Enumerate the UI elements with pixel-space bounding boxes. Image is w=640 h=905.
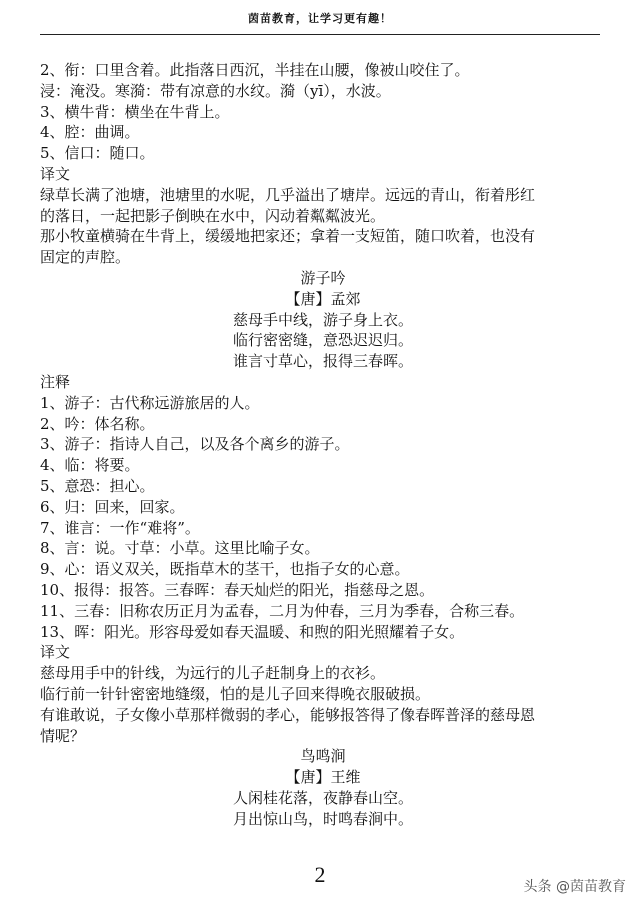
text-line: 6、归：回来，回家。 — [40, 497, 185, 516]
text-line: 5、信口：随口。 — [40, 144, 155, 163]
text-line: 4、腔：曲调。 — [40, 123, 140, 142]
text-line: 有谁敢说，子女像小草那样微弱的孝心，能够报答得了像春晖普泽的慈母恩 — [40, 705, 536, 724]
text-line: 情呢？ — [40, 726, 86, 745]
text-line: 浸：淹没。寒漪：带有凉意的水纹。漪（yī），水波。 — [40, 81, 391, 100]
document-body — [40, 60, 606, 829]
poem-line: 游子吟 — [300, 268, 346, 287]
header-divider — [40, 34, 600, 35]
poem-line: 鸟鸣涧 — [300, 747, 346, 766]
poem-line: 慈母手中线，游子身上衣。 — [232, 310, 413, 329]
text-line: 5、意恐：担心。 — [40, 476, 155, 495]
text-line: 2、吟：体名称。 — [40, 414, 155, 433]
text-line: 7、谁言：一作“难将”。 — [40, 518, 200, 537]
text-line: 3、游子：指诗人自己，以及各个离乡的游子。 — [40, 435, 350, 454]
text-line: 注释 — [40, 372, 71, 391]
text-line: 固定的声腔。 — [40, 248, 131, 267]
text-line: 3、横牛背：横坐在牛背上。 — [40, 102, 230, 121]
poem-line: 谁言寸草心，报得三春晖。 — [232, 352, 413, 371]
text-line: 那小牧童横骑在牛背上，缓缓地把家还；拿着一支短笛，随口吹着，也没有 — [40, 227, 536, 246]
text-line: 临行前一针针密密地缝缀，怕的是儿子回来得晚衣服破损。 — [40, 684, 431, 703]
text-line: 8、言：说。寸草：小草。这里比喻子女。 — [40, 539, 320, 558]
poem-line: 【唐】王维 — [285, 768, 361, 787]
text-line: 1、游子：古代称远游旅居的人。 — [40, 393, 260, 412]
watermark: 头条 @茵苗教育 — [523, 879, 626, 895]
text-line: 4、临：将要。 — [40, 456, 140, 475]
poem-line: 【唐】孟郊 — [285, 289, 361, 308]
poem-line: 人闲桂花落，夜静春山空。 — [232, 788, 413, 807]
text-line: 13、晖：阳光。形容母爱如春天温暖、和煦的阳光照耀着子女。 — [40, 622, 465, 641]
poem-line: 月出惊山鸟，时鸣春涧中。 — [232, 809, 413, 828]
text-line: 2、衔：口里含着。此指落日西沉，半挂在山腰，像被山咬住了。 — [40, 61, 470, 79]
page-header: 茵苗教育，让学习更有趣！ — [248, 12, 392, 25]
text-line: 10、报得：报答。三春晖：春天灿烂的阳光，指慈母之恩。 — [40, 580, 435, 599]
text-line: 绿草长满了池塘，池塘里的水呢，几乎溢出了塘岸。远远的青山，衔着彤红 — [40, 185, 536, 204]
text-line: 11、三春：旧称农历正月为孟春，二月为仲春，三月为季春，合称三春。 — [40, 601, 525, 620]
poem-line: 临行密密缝，意恐迟迟归。 — [232, 331, 413, 350]
text-line: 的落日，一起把影子倒映在水中，闪动着粼粼波光。 — [40, 206, 386, 225]
text-line: 译文 — [40, 164, 71, 183]
text-line: 译文 — [40, 643, 71, 662]
page-number: 2 — [314, 862, 326, 887]
text-line: 慈母用手中的针线，为远行的儿子赶制身上的衣衫。 — [40, 664, 386, 683]
text-line: 9、心：语义双关，既指草木的茎干，也指子女的心意。 — [40, 560, 410, 579]
